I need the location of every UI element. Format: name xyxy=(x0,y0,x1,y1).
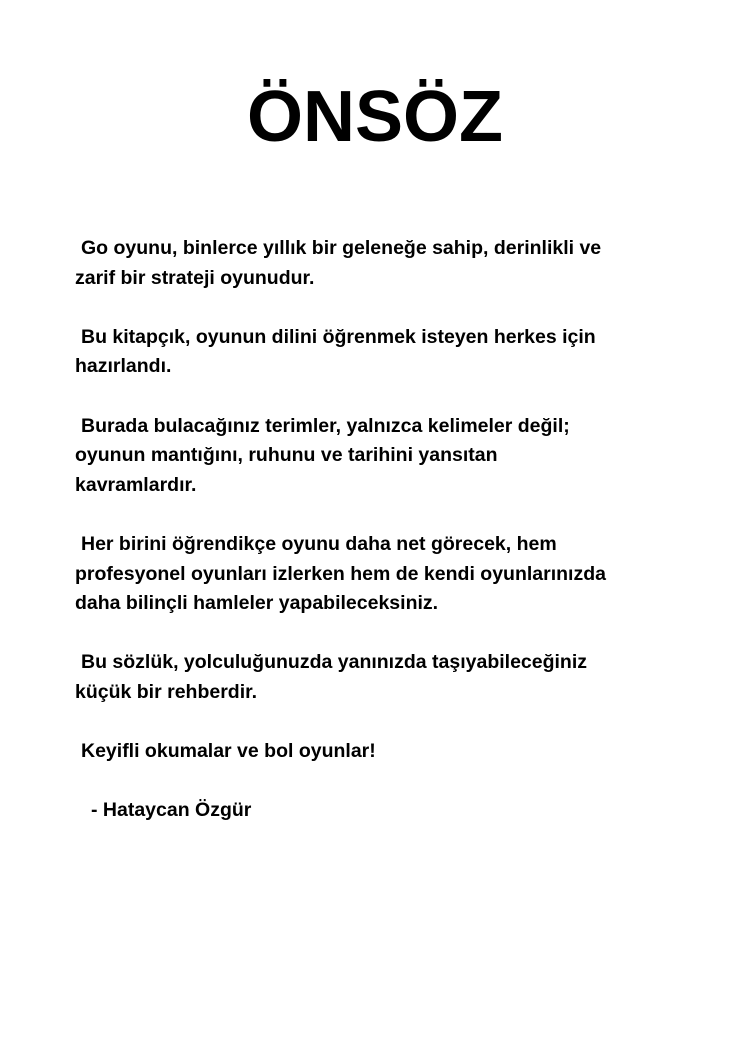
paragraph-6 xyxy=(75,737,695,767)
page-title: ÖNSÖZ xyxy=(246,77,503,157)
paragraph-3 xyxy=(75,412,695,501)
paragraph-1-line-2: zarif bir strateji oyunudur. xyxy=(75,266,315,289)
paragraph-1-line-1: Go oyunu, binlerce yıllık bir geleneğe sahip, derinlikli ve xyxy=(81,237,602,259)
paragraph-5-line-2: küçük bir rehberdir. xyxy=(75,680,258,703)
paragraph-2-line-1: Bu kitapçık, oyunun dilini öğrenmek isteyen herkes için xyxy=(81,325,596,348)
paragraph-3-line-1: Burada bulacağınız terimler, yalnızca kelimeler değil; xyxy=(81,414,570,437)
paragraph-2 xyxy=(75,323,695,382)
paragraph-2-line-2: hazırlandı. xyxy=(75,355,172,378)
paragraph-5-line-1: Bu sözlük, yolculuğunuzda yanınızda taşıyabileceğiniz xyxy=(81,651,588,674)
paragraph-1 xyxy=(75,234,695,293)
paragraph-4-line-1: Her birini öğrendikçe oyunu daha net görecek, hem xyxy=(81,532,557,555)
paragraph-6-line-1: Keyifli okumalar ve bol oyunlar! xyxy=(81,740,376,763)
paragraph-4 xyxy=(75,530,695,619)
paragraph-3-line-2: oyunun mantığını, ruhunu ve tarihini yansıtan xyxy=(75,444,498,467)
paragraph-5 xyxy=(75,648,695,707)
paragraph-3-line-3: kavramlardır. xyxy=(75,473,197,496)
paragraph-4-line-2: profesyonel oyunları izlerken hem de kendi oyunlarınızda xyxy=(75,562,606,585)
author-signature: - Hataycan Özgür xyxy=(91,799,252,822)
preface-body xyxy=(75,234,695,826)
paragraph-4-line-3: daha bilinçli hamleler yapabileceksiniz. xyxy=(75,592,439,615)
